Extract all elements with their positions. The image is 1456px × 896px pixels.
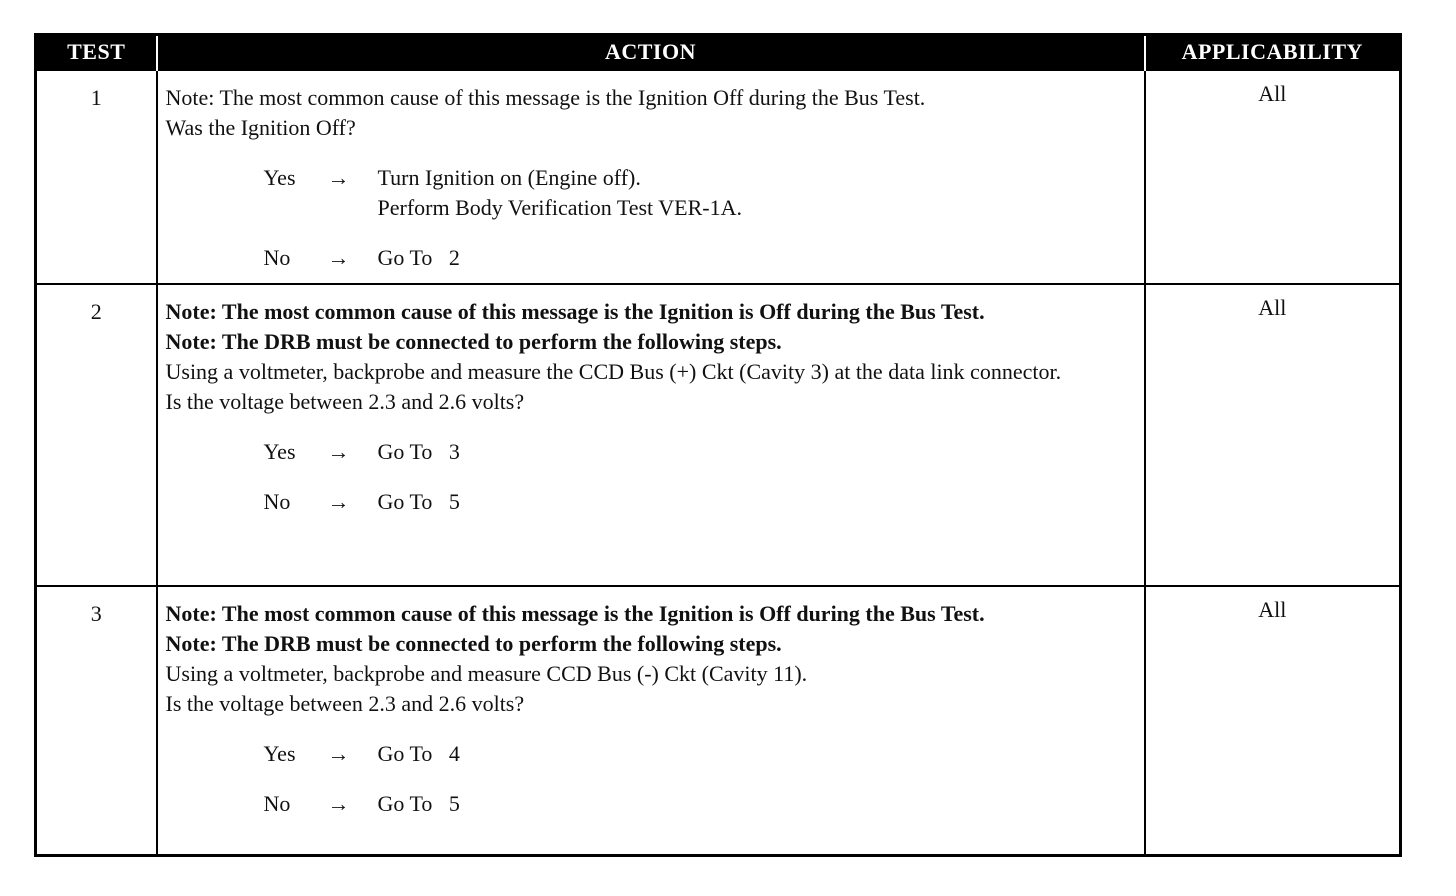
- note-text: Note: The most common cause of this message is the Ignition Off during the Bus Test.: [165, 84, 926, 110]
- yes-label: Yes: [263, 164, 296, 190]
- no-label: No: [263, 790, 291, 816]
- no-action: Go To 5: [377, 790, 460, 816]
- note-bold-text: Note: The most common cause of this message is the Ignition is Off during the Bus Test.: [165, 298, 985, 324]
- no-branch: [264, 243, 1136, 273]
- yes-branch: [264, 163, 1136, 223]
- right-arrow-icon: →: [327, 244, 350, 270]
- right-arrow-icon: →: [327, 438, 350, 464]
- header-action: ACTION: [157, 35, 1145, 70]
- yes-action: Go To 3: [377, 438, 460, 464]
- applicability-value: All: [1145, 586, 1401, 856]
- yes-label: Yes: [263, 438, 296, 464]
- action-cell: [157, 70, 1145, 284]
- instruction-text: Using a voltmeter, backprobe and measure the CCD Bus (+) Ckt (Cavity 3) at the data link connector.: [165, 358, 1062, 384]
- table-header-row: [36, 35, 1401, 70]
- table-row: [36, 70, 1401, 284]
- instruction-text: Using a voltmeter, backprobe and measure CCD Bus (-) Ckt (Cavity 11).: [165, 660, 808, 686]
- test-number: 1: [36, 70, 157, 284]
- right-arrow-icon: →: [327, 790, 350, 816]
- yes-action-line: Turn Ignition on (Engine off).: [377, 164, 641, 190]
- action-cell: [157, 284, 1145, 586]
- test-number: 3: [36, 586, 157, 856]
- yes-branch: [264, 739, 1136, 769]
- header-applicability: APPLICABILITY: [1145, 35, 1401, 70]
- action-cell: [157, 586, 1145, 856]
- yes-label: Yes: [263, 740, 296, 766]
- no-label: No: [263, 488, 291, 514]
- applicability-value: All: [1145, 284, 1401, 586]
- right-arrow-icon: →: [327, 488, 350, 514]
- test-number: 2: [36, 284, 157, 586]
- no-action: Go To 2: [377, 244, 460, 270]
- note-bold-text: Note: The DRB must be connected to perform the following steps.: [165, 630, 782, 656]
- header-test: TEST: [67, 39, 126, 65]
- no-action: Go To 5: [377, 488, 460, 514]
- note-bold-text: Note: The most common cause of this message is the Ignition is Off during the Bus Test.: [165, 600, 985, 626]
- no-branch: [264, 789, 1136, 819]
- question-text: Is the voltage between 2.3 and 2.6 volts?: [165, 388, 525, 414]
- yes-action: [378, 163, 1136, 223]
- no-label: No: [263, 244, 291, 270]
- note-bold-text: Note: The DRB must be connected to perform the following steps.: [165, 328, 782, 354]
- yes-branch: [264, 437, 1136, 467]
- yes-action: Go To 4: [377, 740, 460, 766]
- yes-action-line: Perform Body Verification Test VER-1A.: [377, 194, 742, 220]
- no-branch: [264, 487, 1136, 517]
- question-text: Is the voltage between 2.3 and 2.6 volts?: [165, 690, 525, 716]
- table-row: [36, 284, 1401, 586]
- applicability-value: All: [1145, 70, 1401, 284]
- question-text: Was the Ignition Off?: [165, 114, 356, 140]
- right-arrow-icon: →: [327, 740, 350, 766]
- diagnostic-test-table: [34, 33, 1402, 857]
- table-row: [36, 586, 1401, 856]
- right-arrow-icon: →: [327, 164, 350, 190]
